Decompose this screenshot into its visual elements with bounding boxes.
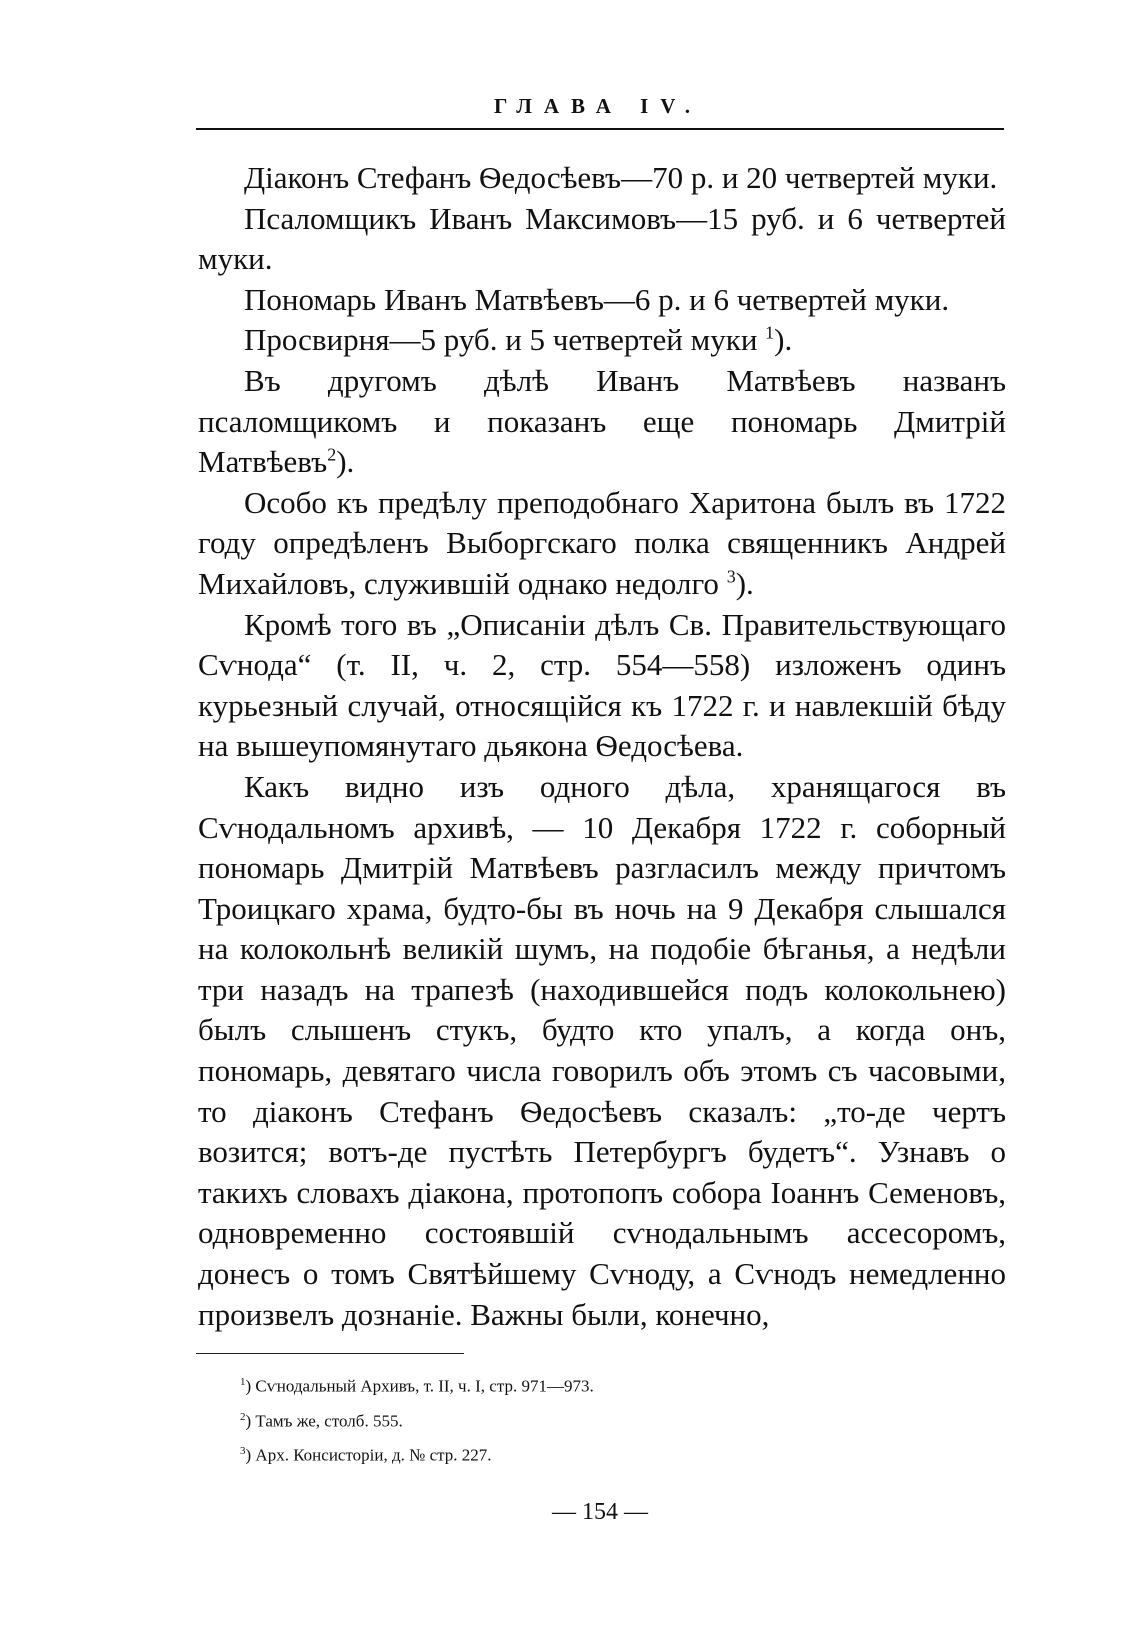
footnotes [240, 1367, 1000, 1471]
footnote-ref: 2 [327, 444, 337, 465]
paragraph-text: Какъ видно изъ одного дѣла, хранящагося въ Сѵнодальномъ архивѣ, — 10 Декабря 1722 г. соборный пономарь Дмитрій Матвѣевъ разгласилъ между причтомъ Троицкаго храма, будто-бы въ ночь на 9 Декабря слышался на колокольнѣ великій шумъ, на подобіе бѣганья, а недѣли три назадъ на трапезѣ (находившейся подъ колокольнею) былъ слышенъ стукъ, будто кто упалъ, а когда онъ, пономарь, девятаго числа говорилъ объ этомъ съ часовыми, то діаконъ Стефанъ Ѳедосѣевъ сказалъ: „то-де чертъ возится; вотъ-де пустѣть Петербургъ будетъ“. Узнавъ о такихъ словахъ діакона, протопопъ собора Іоаннъ Семеновъ, одновременно состоявшій сѵнодальнымъ ассесоромъ, донесъ о томъ Святѣйшему Сѵноду, а Сѵнодъ немедленно произвелъ дознаніе. Важны были, конечно, [198, 768, 1006, 1332]
punct: ). [774, 322, 793, 358]
footnote-text: ) Арх. Консисторіи, д. № стр. 227. [245, 1445, 492, 1465]
footnote-ref: 3 [726, 566, 736, 587]
paragraph-text: Псаломщикъ Иванъ Максимовъ—15 руб. и 6 четвертей муки. [198, 200, 1006, 277]
footnote [240, 1402, 1000, 1437]
punct: ). [336, 444, 355, 480]
main-text [198, 158, 1006, 1335]
paragraph-text: Кромѣ того въ „Описаніи дѣлъ Св. Правительствующаго Сѵнода“ (т. II, ч. 2, стр. 554—558) изложенъ одинъ курьезный случай, относящійся къ 1722 г. и навлекшій бѣду на вышеупомянутаго дьякона Ѳедосѣева. [198, 606, 1006, 764]
footnote-mark: 1 [240, 1376, 246, 1388]
footnote [240, 1367, 1000, 1402]
running-header: ГЛАВА IV. [494, 94, 702, 118]
paragraph [198, 605, 1006, 767]
footnote [240, 1436, 1000, 1471]
paragraph-text: Въ другомъ дѣлѣ Иванъ Матвѣевъ названъ псаломщикомъ и показанъ еще пономарь Дмитрій Матвѣевъ [198, 362, 1006, 480]
paragraph-text: Особо къ предѣлу преподобнаго Харитона былъ въ 1722 году опредѣленъ Выборгскаго полка священникъ Андрей Михайловъ, служившій однако недолго [198, 484, 1006, 601]
paragraph [198, 483, 1006, 605]
footnote-mark: 3 [240, 1445, 246, 1458]
paragraph [198, 280, 1006, 321]
paragraph [198, 158, 1006, 199]
footnote-rule [196, 1353, 464, 1354]
paragraph-text: Просвирня—5 руб. и 5 четвертей муки [244, 322, 758, 358]
footnote-mark: 2 [240, 1410, 246, 1423]
footnote-ref: 1 [765, 323, 775, 344]
paragraph [198, 320, 1006, 361]
footnote-text: ) Сѵнодальный Архивъ, т. II, ч. I, стр. 971—973. [245, 1376, 594, 1396]
punct: ). [735, 565, 754, 601]
paragraph-text: Діаконъ Стефанъ Ѳедосѣевъ—70 р. и 20 четвертей муки. [244, 160, 998, 195]
footnote-text: ) Тамъ же, столб. 555. [245, 1411, 403, 1431]
paragraph-text: Пономарь Иванъ Матвѣевъ—6 р. и 6 четвертей муки. [244, 281, 950, 317]
header-rule [196, 128, 1004, 130]
paragraph [198, 767, 1006, 1335]
paragraph [198, 361, 1006, 483]
page-number: — 154 — [552, 1499, 648, 1525]
paragraph [198, 199, 1006, 280]
